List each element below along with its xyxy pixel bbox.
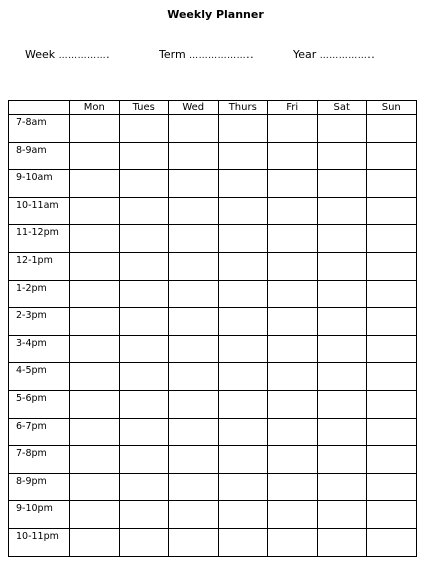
planner-cell-sat[interactable] (317, 501, 367, 529)
planner-cell-mon[interactable] (70, 501, 120, 529)
year-dots: …………… (319, 51, 368, 61)
planner-cell-thurs[interactable] (218, 363, 268, 391)
planner-cell-thurs[interactable] (218, 528, 268, 556)
planner-cell-wed[interactable] (169, 225, 219, 253)
planner-cell-thurs[interactable] (218, 418, 268, 446)
time-label: 6-7pm (9, 418, 70, 446)
planner-cell-sat[interactable] (317, 170, 367, 198)
planner-cell-fri[interactable] (268, 418, 318, 446)
planner-cell-sun[interactable] (367, 528, 417, 556)
planner-cell-wed[interactable] (169, 115, 219, 143)
planner-cell-mon[interactable] (70, 308, 120, 336)
year-dots-tail: .. (367, 48, 376, 61)
planner-cell-fri[interactable] (268, 363, 318, 391)
week-label: Week (25, 48, 56, 61)
planner-cell-sat[interactable] (317, 197, 367, 225)
year-field[interactable] (293, 48, 375, 61)
planner-cell-mon[interactable] (70, 335, 120, 363)
time-label: 3-4pm (9, 335, 70, 363)
day-header-fri: Fri (268, 101, 318, 115)
planner-cell-mon[interactable] (70, 115, 120, 143)
planner-cell-sat[interactable] (317, 528, 367, 556)
planner-grid (8, 100, 417, 557)
time-label: 10-11pm (9, 528, 70, 556)
planner-cell-wed[interactable] (169, 142, 219, 170)
planner-cell-fri[interactable] (268, 390, 318, 418)
time-row (9, 225, 417, 253)
planner-cell-tues[interactable] (119, 252, 169, 280)
time-label: 8-9pm (9, 473, 70, 501)
planner-cell-wed[interactable] (169, 170, 219, 198)
planner-cell-sat[interactable] (317, 390, 367, 418)
time-row (9, 308, 417, 336)
day-header-tues: Tues (119, 101, 169, 115)
time-row (9, 390, 417, 418)
corner-cell (9, 101, 70, 115)
planner-cell-wed[interactable] (169, 308, 219, 336)
term-label: Term (159, 48, 186, 61)
planner-cell-thurs[interactable] (218, 280, 268, 308)
week-field[interactable] (25, 48, 110, 61)
planner-cell-thurs[interactable] (218, 335, 268, 363)
planner-cell-mon[interactable] (70, 418, 120, 446)
planner-cell-mon[interactable] (70, 363, 120, 391)
planner-cell-sun[interactable] (367, 501, 417, 529)
week-dots-tail: . (106, 48, 111, 61)
planner-cell-fri[interactable] (268, 501, 318, 529)
planner-cell-sun[interactable] (367, 390, 417, 418)
planner-cell-tues[interactable] (119, 501, 169, 529)
day-header-thurs: Thurs (218, 101, 268, 115)
planner-cell-thurs[interactable] (218, 308, 268, 336)
planner-cell-wed[interactable] (169, 528, 219, 556)
planner-cell-mon[interactable] (70, 473, 120, 501)
planner-cell-sun[interactable] (367, 252, 417, 280)
planner-cell-tues[interactable] (119, 225, 169, 253)
time-row (9, 252, 417, 280)
planner-cell-fri[interactable] (268, 142, 318, 170)
planner-cell-wed[interactable] (169, 501, 219, 529)
planner-cell-sat[interactable] (317, 473, 367, 501)
planner-cell-tues[interactable] (119, 170, 169, 198)
planner-cell-thurs[interactable] (218, 197, 268, 225)
time-label: 5-6pm (9, 390, 70, 418)
planner-cell-sat[interactable] (317, 225, 367, 253)
planner-cell-sun[interactable] (367, 446, 417, 474)
planner-cell-fri[interactable] (268, 446, 318, 474)
term-dots: ……………… (189, 51, 247, 61)
planner-cell-tues[interactable] (119, 473, 169, 501)
planner-cell-tues[interactable] (119, 528, 169, 556)
planner-cell-wed[interactable] (169, 418, 219, 446)
week-dots: …………… (58, 51, 107, 61)
planner-cell-wed[interactable] (169, 197, 219, 225)
time-row (9, 197, 417, 225)
planner-cell-fri[interactable] (268, 197, 318, 225)
planner-cell-sun[interactable] (367, 473, 417, 501)
time-row (9, 142, 417, 170)
day-header-row (9, 101, 417, 115)
planner-cell-mon[interactable] (70, 390, 120, 418)
planner-cell-tues[interactable] (119, 280, 169, 308)
day-header-mon: Mon (70, 101, 120, 115)
planner-cell-tues[interactable] (119, 390, 169, 418)
planner-cell-fri[interactable] (268, 225, 318, 253)
time-row (9, 280, 417, 308)
day-header-sat: Sat (317, 101, 367, 115)
time-row (9, 115, 417, 143)
planner-cell-tues[interactable] (119, 142, 169, 170)
planner-cell-fri[interactable] (268, 473, 318, 501)
planner-cell-thurs[interactable] (218, 170, 268, 198)
planner-cell-sat[interactable] (317, 335, 367, 363)
planner-cell-thurs[interactable] (218, 390, 268, 418)
planner-cell-sat[interactable] (317, 363, 367, 391)
planner-cell-sun[interactable] (367, 225, 417, 253)
planner-cell-mon[interactable] (70, 528, 120, 556)
planner-cell-thurs[interactable] (218, 252, 268, 280)
planner-cell-wed[interactable] (169, 390, 219, 418)
time-label: 9-10am (9, 170, 70, 198)
planner-cell-sat[interactable] (317, 252, 367, 280)
time-label: 11-12pm (9, 225, 70, 253)
planner-cell-thurs[interactable] (218, 142, 268, 170)
planner-cell-tues[interactable] (119, 335, 169, 363)
planner-cell-wed[interactable] (169, 473, 219, 501)
planner-cell-wed[interactable] (169, 280, 219, 308)
planner-cell-mon[interactable] (70, 170, 120, 198)
planner-cell-fri[interactable] (268, 252, 318, 280)
time-label: 2-3pm (9, 308, 70, 336)
planner-cell-fri[interactable] (268, 115, 318, 143)
planner-cell-sun[interactable] (367, 335, 417, 363)
term-field[interactable] (159, 48, 254, 61)
planner-cell-sun[interactable] (367, 308, 417, 336)
planner-cell-sun[interactable] (367, 280, 417, 308)
time-row (9, 528, 417, 556)
day-header-wed: Wed (169, 101, 219, 115)
planner-cell-thurs[interactable] (218, 225, 268, 253)
planner-cell-tues[interactable] (119, 446, 169, 474)
time-label: 9-10pm (9, 501, 70, 529)
time-row (9, 446, 417, 474)
planner-cell-sat[interactable] (317, 115, 367, 143)
time-label: 7-8am (9, 115, 70, 143)
day-header-sun: Sun (367, 101, 417, 115)
time-row (9, 170, 417, 198)
planner-cell-sat[interactable] (317, 280, 367, 308)
planner-cell-mon[interactable] (70, 197, 120, 225)
planner-cell-wed[interactable] (169, 446, 219, 474)
time-row (9, 473, 417, 501)
time-label: 4-5pm (9, 363, 70, 391)
planner-cell-sat[interactable] (317, 142, 367, 170)
time-label: 10-11am (9, 197, 70, 225)
planner-cell-tues[interactable] (119, 363, 169, 391)
time-label: 12-1pm (9, 252, 70, 280)
page-title: Weekly Planner (167, 8, 264, 21)
planner-cell-tues[interactable] (119, 197, 169, 225)
time-slot-rows (9, 115, 417, 557)
time-row (9, 335, 417, 363)
planner-cell-mon[interactable] (70, 252, 120, 280)
planner-cell-sat[interactable] (317, 418, 367, 446)
time-label: 7-8pm (9, 446, 70, 474)
planner-cell-sun[interactable] (367, 115, 417, 143)
planner-cell-thurs[interactable] (218, 473, 268, 501)
planner-cell-tues[interactable] (119, 418, 169, 446)
planner-cell-fri[interactable] (268, 528, 318, 556)
planner-cell-sun[interactable] (367, 418, 417, 446)
planner-cell-thurs[interactable] (218, 446, 268, 474)
planner-cell-sun[interactable] (367, 142, 417, 170)
planner-cell-fri[interactable] (268, 280, 318, 308)
planner-cell-thurs[interactable] (218, 501, 268, 529)
planner-cell-wed[interactable] (169, 363, 219, 391)
planner-cell-mon[interactable] (70, 142, 120, 170)
time-row (9, 501, 417, 529)
planner-cell-wed[interactable] (169, 252, 219, 280)
planner-cell-sun[interactable] (367, 170, 417, 198)
term-dots-tail: .. (246, 48, 255, 61)
planner-cell-mon[interactable] (70, 280, 120, 308)
time-row (9, 363, 417, 391)
planner-cell-sat[interactable] (317, 308, 367, 336)
planner-cell-tues[interactable] (119, 308, 169, 336)
planner-cell-thurs[interactable] (218, 115, 268, 143)
planner-cell-fri[interactable] (268, 170, 318, 198)
time-label: 1-2pm (9, 280, 70, 308)
planner-cell-sun[interactable] (367, 197, 417, 225)
planner-cell-fri[interactable] (268, 308, 318, 336)
time-row (9, 418, 417, 446)
planner-cell-mon[interactable] (70, 446, 120, 474)
planner-cell-tues[interactable] (119, 115, 169, 143)
planner-cell-mon[interactable] (70, 225, 120, 253)
planner-cell-fri[interactable] (268, 335, 318, 363)
planner-cell-wed[interactable] (169, 335, 219, 363)
year-label: Year (293, 48, 317, 61)
time-label: 8-9am (9, 142, 70, 170)
planner-cell-sun[interactable] (367, 363, 417, 391)
planner-cell-sat[interactable] (317, 446, 367, 474)
